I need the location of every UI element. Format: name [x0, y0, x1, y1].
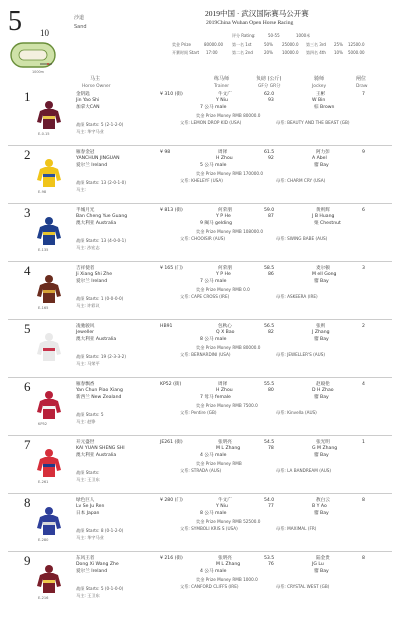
race-sub-number: 10 — [40, 28, 49, 38]
meta-fourth-amount: 5000.00 — [348, 50, 365, 55]
col-owner-en: Horse Owner — [82, 84, 111, 89]
trainer-en: Y Niu — [216, 504, 228, 509]
horse-sex: 7 公马 male — [200, 105, 227, 110]
trainer-en: M L Zhang — [216, 562, 241, 567]
entry-divider — [8, 493, 392, 494]
trainer-en: Y P He — [216, 214, 231, 219]
entry-divider — [8, 435, 392, 436]
runner-number: 7 — [24, 437, 31, 452]
runner-entry[interactable] — [0, 496, 400, 558]
draw-gate: 2 — [362, 324, 365, 329]
jockey-silk-icon — [36, 390, 62, 420]
dam: 母系: LA BANDREAM (AUS) — [276, 468, 332, 473]
horse-colour: 骝 Bay — [314, 163, 329, 168]
gf-rating: 78 — [268, 446, 274, 451]
horse-rating: ¥ 98 — [160, 150, 171, 155]
horse-sex: 8 公马 male — [200, 511, 227, 516]
entry-divider — [8, 377, 392, 378]
horse-sex: 5 公马 male — [200, 163, 227, 168]
horse-name-en: Lv Se Ju Ren — [76, 504, 105, 509]
dam: 母系: Kinvella (AUS) — [276, 410, 317, 415]
horse-rating: ¥ 280 (门) — [160, 498, 183, 503]
trainer-cn: 牛文广 — [218, 498, 232, 503]
meta-rating-label: 评分 Rating: — [232, 33, 256, 38]
silk-code: E-135 — [38, 248, 49, 252]
horse-colour: 骝 Bay — [314, 395, 329, 400]
carried-weight: 62.0 — [264, 92, 275, 97]
trainer-en: M L Zhang — [216, 446, 241, 451]
race-title-cn: 2019中国 · 武汉国际赛马公开赛 — [205, 9, 309, 18]
meta-second-label: 第二名 2nd — [232, 50, 253, 55]
gf-rating: 87 — [268, 214, 274, 219]
horse-colour: 骝 Bay — [314, 511, 329, 516]
prize-money: 奖金 Prize Money RMB 108000.0 — [196, 229, 264, 234]
jockey-en: A Abel — [312, 156, 327, 161]
horse-colour: 骝 Bay — [314, 453, 329, 458]
horse-origin: 新西兰 New Zealand — [76, 395, 122, 400]
jockey-en: JG Lu — [312, 562, 324, 567]
horse-name-cn: 凌驰骏风 — [76, 324, 95, 329]
silk-code: E-0.15 — [38, 132, 50, 136]
draw-gate: 9 — [362, 150, 365, 155]
runner-entry[interactable] — [0, 90, 400, 152]
horse-colour: 骝 Bay — [314, 337, 329, 342]
jockey-cn: 赵殴伦 — [316, 382, 330, 387]
sire: 父系: STRADA (AUS) — [180, 468, 222, 473]
sire: 父系: BERNARDINI (USA) — [180, 352, 231, 357]
sire: 父系: CAPE CROSS (IRE) — [180, 294, 230, 299]
jockey-en: W Bin — [312, 98, 326, 103]
horse-name-en: Ban Cheng Yue Guang — [76, 214, 128, 219]
carried-weight: 54.5 — [264, 440, 275, 445]
jockey-en: G M Zhang — [312, 446, 338, 451]
col-owner-cn: 马主 — [90, 76, 101, 82]
silk-code: E-216 — [38, 596, 49, 600]
meta-distance: 1000米 — [296, 33, 311, 38]
gf-rating: 76 — [268, 562, 274, 567]
horse-owner: 马主: 王卫东 — [76, 593, 100, 598]
meta-third-label: 第三名 3rd — [306, 42, 326, 47]
jockey-en: J B Huang — [312, 214, 335, 219]
trainer-cn: 张明亮 — [218, 440, 232, 445]
runner-entry[interactable] — [0, 554, 400, 616]
carried-weight: 58.5 — [264, 266, 275, 271]
jockey-en: M ell Gong — [312, 272, 337, 277]
horse-rating: JE261 (街) — [160, 440, 183, 445]
jockey-en: J Zhang — [312, 330, 330, 335]
dam: 母系: JEWELLER'S (AUS) — [276, 352, 326, 357]
horse-rating: KP52 (街) — [160, 382, 182, 387]
surface-cn: 沙道 — [74, 15, 85, 21]
horse-owner: 马主: 华宇马业 — [76, 129, 104, 134]
horse-name-cn: 雁春飘香 — [76, 382, 95, 387]
trainer-cn: 包秋心 — [218, 324, 232, 329]
horse-sex: 7 公马 male — [200, 279, 227, 284]
gf-rating: 82 — [268, 330, 274, 335]
jockey-en: D H Zhao — [312, 388, 334, 393]
entry-divider — [8, 261, 392, 262]
horse-record: 战绩 Starts: 1 (0-0-0-0) — [76, 296, 124, 301]
jockey-cn: 黄则辉 — [316, 208, 330, 213]
horse-name-cn: 金钥匙 — [76, 92, 90, 97]
horse-owner: 马主: 华宇马业 — [76, 535, 104, 540]
race-number: 5 — [8, 6, 22, 37]
trainer-cn: 周铎 — [218, 382, 228, 387]
entry-divider — [8, 203, 392, 204]
trainer-cn: 周铎 — [218, 150, 228, 155]
horse-rating: HB91 — [160, 324, 173, 329]
dam: 母系: CRYSTAL WEST (GB) — [276, 584, 330, 589]
horse-owner: 马主: 沙宏志 — [76, 245, 100, 250]
gf-rating: 86 — [268, 272, 274, 277]
trainer-en: H Zhou — [216, 156, 233, 161]
horse-rating: ¥ 813 (街) — [160, 208, 183, 213]
dam: 母系: CHARM CRY (USA) — [276, 178, 326, 183]
col-gate-en: Draw — [356, 84, 368, 89]
race-title-en: 2019China Wuhan Open Horse Racing — [206, 20, 294, 26]
col-gate-cn: 闸位 — [356, 76, 367, 82]
jockey-silk-icon — [36, 100, 62, 130]
meta-second-pct: 20% — [264, 50, 273, 55]
jockey-cn: 张则 — [316, 324, 326, 329]
meta-first-label: 第一名 1st — [232, 42, 252, 47]
prize-money: 奖金 Prize Money RMB 0.0 — [196, 287, 250, 292]
meta-third-amount: 12500.0 — [348, 42, 365, 47]
horse-record: 战绩 Starts: 5 (2-1-2-0) — [76, 122, 124, 127]
horse-origin: 爱尔兰 Ireland — [76, 279, 108, 284]
prize-money: 奖金 Prize Money RMB 80000.0 — [196, 113, 261, 118]
entry-divider — [8, 551, 392, 552]
runner-number: 2 — [24, 147, 31, 162]
horse-name-cn: 开元盛世 — [76, 440, 95, 445]
horse-sex: 4 公马 male — [200, 453, 227, 458]
trainer-en: Q X Bao — [216, 330, 235, 335]
horse-record: 战绩 Starts: — [76, 470, 100, 475]
trainer-cn: 何荣朋 — [218, 266, 232, 271]
silk-code: KP52 — [38, 422, 48, 426]
sire: 父系: CHOOISIR (AUS) — [180, 236, 226, 241]
horse-origin: 澳大利亚 Australia — [76, 453, 117, 458]
horse-name-en: YANCHUN JINGUAN — [76, 156, 120, 161]
runner-entry[interactable] — [0, 380, 400, 442]
horse-record: 战绩 Starts: 19 (2-3-3-2) — [76, 354, 126, 359]
runner-number: 6 — [24, 379, 31, 394]
meta-prize-label: 奖金 Prize — [172, 42, 191, 47]
sire: 父系: LEMON DROP KID (USA) — [180, 120, 242, 125]
meta-first-pct: 50% — [264, 42, 273, 47]
col-trainer-cn: 练马师 — [214, 76, 230, 82]
silk-code: E-280 — [38, 538, 49, 542]
horse-rating: ¥ 216 (街) — [160, 556, 183, 561]
entry-divider — [8, 319, 392, 320]
meta-fourth-pct: 10% — [334, 50, 343, 55]
horse-record: 战绩 Starts: 13 (2-0-1-0) — [76, 180, 126, 185]
sire: 父系: Pentire (GB) — [180, 410, 217, 415]
prize-money: 奖金 Prize Money RMB 52500.0 — [196, 519, 261, 524]
carried-weight: 56.5 — [264, 324, 275, 329]
runner-number: 5 — [24, 321, 31, 336]
meta-first-amount: 25000.0 — [282, 42, 299, 47]
dam: 母系: MAXIMAL (FR) — [276, 526, 317, 531]
horse-sex: 8 公马 male — [200, 337, 227, 342]
col-weight-cn: 负磅 (公斤) — [256, 76, 282, 82]
horse-origin: 加拿大CAN — [76, 105, 100, 110]
meta-start-label: 开赛时间 Start — [172, 50, 200, 55]
carried-weight: 54.0 — [264, 498, 275, 503]
runner-number: 8 — [24, 495, 31, 510]
horse-record: 战绩 Starts: 13 (4-0-0-1) — [76, 238, 126, 243]
meta-second-amount: 10000.0 — [282, 50, 299, 55]
jockey-cn: 敖白云 — [316, 498, 330, 503]
gf-rating: 93 — [268, 98, 274, 103]
horse-rating: ¥ 165 (门) — [160, 266, 183, 271]
trainer-en: Y P He — [216, 272, 231, 277]
horse-name-en: Dong Xi Wang Zhe — [76, 562, 119, 567]
dam: 母系: ASKEERA (IRE) — [276, 294, 318, 299]
carried-weight: 59.0 — [264, 208, 275, 213]
horse-owner: 马主: 王卫东 — [76, 477, 100, 482]
jockey-en: B Y Ao — [312, 504, 327, 509]
meta-prize-total: 80000.00 — [204, 42, 224, 47]
sire: 父系: CANFORD CLIFFS (IRE) — [180, 584, 239, 589]
jockey-cn: 王彬 — [316, 92, 326, 97]
jockey-silk-icon — [36, 216, 62, 246]
dam: 母系: BEAUTY AND THE BEAST (GB) — [276, 120, 350, 125]
horse-origin: 爱尔兰 Ireland — [76, 163, 108, 168]
jockey-silk-icon — [36, 506, 62, 536]
meta-fourth-label: 第四名 4th — [306, 50, 326, 55]
horse-owner: 马主: — [76, 187, 86, 192]
horse-name-cn: 绿色巨人 — [76, 498, 95, 503]
jockey-silk-icon — [36, 448, 62, 478]
runner-entry[interactable] — [0, 322, 400, 384]
horse-colour: 骝 Bay — [314, 569, 329, 574]
carried-weight: 55.5 — [264, 382, 275, 387]
horse-colour: 栗 Chestnut — [314, 221, 341, 226]
horse-name-cn: 吉祥使者 — [76, 266, 95, 271]
col-weight-en: GF分 GR分 — [258, 84, 281, 89]
col-trainer-en: Trainer — [214, 84, 230, 89]
jockey-cn: 张光明 — [316, 440, 330, 445]
sire: 父系: KHELEYF (USA) — [180, 178, 223, 183]
horse-owner: 马主: 许彩议 — [76, 303, 100, 308]
horse-origin: 澳大利亚 Australia — [76, 221, 117, 226]
surface-en: Sand — [74, 24, 87, 30]
draw-gate: 8 — [362, 498, 365, 503]
meta-third-pct: 25% — [334, 42, 343, 47]
horse-origin: 澳大利亚 Australia — [76, 337, 117, 342]
horse-name-en: KAI YUAN SHENG SHI — [76, 446, 125, 451]
horse-sex: 4 公马 male — [200, 569, 227, 574]
jockey-cn: 麦尔顿 — [316, 266, 330, 271]
horse-name-cn: 雁春金冠 — [76, 150, 95, 155]
trainer-cn: 张明亮 — [218, 556, 232, 561]
meta-start-value: 17:00 — [206, 50, 218, 55]
runner-entry[interactable] — [0, 148, 400, 210]
trainer-cn: 何荣朋 — [218, 208, 232, 213]
jockey-cn: 陆金贵 — [316, 556, 330, 561]
runner-entry[interactable] — [0, 206, 400, 268]
jockey-silk-icon — [36, 274, 62, 304]
track-map-icon — [10, 42, 56, 70]
prize-money: 奖金 Prize Money RMB 80000.0 — [196, 345, 261, 350]
col-jockey-cn: 骑师 — [314, 76, 325, 82]
runner-number: 4 — [24, 263, 31, 278]
jockey-silk-icon — [36, 564, 62, 594]
dam: 母系: SWING BABE (AUS) — [276, 236, 328, 241]
sire: 父系: SYMBOLI KRIS S (USA) — [180, 526, 238, 531]
horse-name-cn: 东风王者 — [76, 556, 95, 561]
horse-name-cn: 半城月光 — [76, 208, 95, 213]
col-jockey-en: Jockey — [312, 84, 327, 89]
horse-name-en: Ji Xiang Shi Zhe — [76, 272, 113, 277]
draw-gate: 8 — [362, 556, 365, 561]
gf-rating: 77 — [268, 504, 274, 509]
draw-gate: 6 — [362, 208, 365, 213]
draw-gate: 1 — [362, 440, 365, 445]
prize-money: 奖金 Prize Money RMB 7500.0 — [196, 403, 258, 408]
horse-record: 战绩 Starts: 5 — [76, 412, 104, 417]
silk-code: E-98 — [38, 190, 47, 194]
draw-gate: 4 — [362, 382, 365, 387]
horse-rating: ¥ 310 (街) — [160, 92, 183, 97]
draw-gate: 7 — [362, 92, 365, 97]
horse-sex: 9 阉马 gelding — [200, 221, 233, 226]
horse-colour: 骝 Bay — [314, 279, 329, 284]
horse-name-en: Jin Yao Shi — [76, 98, 100, 103]
track-distance-label: 1000m — [32, 70, 44, 74]
silk-code: E-261 — [38, 480, 49, 484]
horse-record: 战绩 Starts: 5 (0-1-0-0) — [76, 586, 124, 591]
horse-record: 战绩 Starts: 8 (0-1-2-0) — [76, 528, 124, 533]
draw-gate: 3 — [362, 266, 365, 271]
runner-entry[interactable] — [0, 438, 400, 500]
gf-rating: 80 — [268, 388, 274, 393]
prize-money: 奖金 Prize Money RMB 1000.0 — [196, 577, 258, 582]
prize-money: 奖金 Prize Money RMB 170000.0 — [196, 171, 264, 176]
runner-number: 1 — [24, 89, 31, 104]
runner-entry[interactable] — [0, 264, 400, 326]
runner-number: 3 — [24, 205, 31, 220]
horse-origin: 爱尔兰 Ireland — [76, 569, 108, 574]
carried-weight: 53.5 — [264, 556, 275, 561]
horse-colour: 棕 Brown — [314, 105, 335, 110]
jockey-silk-icon — [36, 332, 62, 362]
horse-origin: 日本 Japan — [76, 511, 100, 516]
horse-owner: 马主: 马荣平 — [76, 361, 100, 366]
gf-rating: 92 — [268, 156, 274, 161]
horse-name-en: Jeweller — [76, 330, 95, 335]
meta-rating-value: 50-55 — [268, 33, 280, 38]
jockey-cn: 阿力彭 — [316, 150, 330, 155]
silk-code: E-165 — [38, 306, 49, 310]
horse-sex: 7 母马 female — [200, 395, 231, 400]
trainer-cn: 牛文广 — [218, 92, 232, 97]
jockey-silk-icon — [36, 158, 62, 188]
horse-name-en: Yan Chun Piao Xiang — [76, 388, 123, 393]
carried-weight: 61.5 — [264, 150, 275, 155]
trainer-en: H Zhou — [216, 388, 233, 393]
trainer-en: Y Niu — [216, 98, 228, 103]
prize-money: 奖金 Prize Money RMB — [196, 461, 242, 466]
entry-divider — [8, 145, 392, 146]
horse-owner: 马主: 赵铮 — [76, 419, 96, 424]
runner-number: 9 — [24, 553, 31, 568]
